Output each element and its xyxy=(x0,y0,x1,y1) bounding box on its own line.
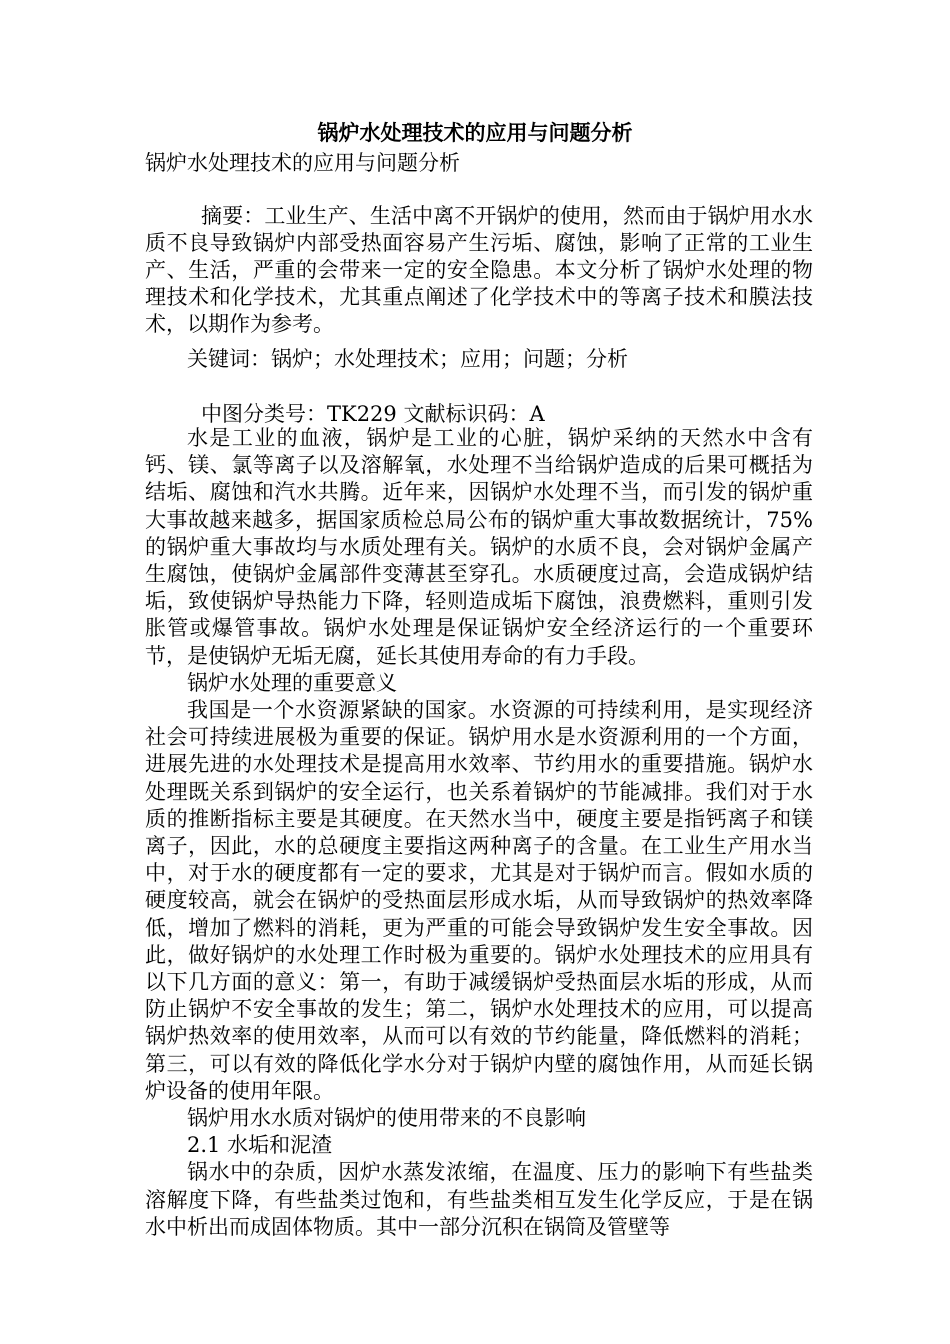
body-paragraph: 锅水中的杂质，因炉水蒸发浓缩，在温度、压力的影响下有些盐类溶解度下降，有些盐类过饱和，有些盐类相互发生化学反应，于是在锅水中析出而成固体物质。其中一部分沉积在锅筒及管壁等 xyxy=(145,1160,813,1239)
classification-line: 中图分类号：TK229 文献标识码：A xyxy=(201,402,545,426)
section-heading: 锅炉水处理的重要意义 xyxy=(187,670,397,695)
section-heading: 锅炉用水水质对锅炉的使用带来的不良影响 xyxy=(187,1106,586,1131)
abstract-paragraph: 摘要：工业生产、生活中离不开锅炉的使用，然而由于锅炉用水水质不良导致锅炉内部受热面容易产生污垢、腐蚀，影响了正常的工业生产、生活，严重的会带来一定的安全隐患。本文分析了锅炉水处理的物理技术和化学技术，尤其重点阐述了化学技术中的等离子技术和膜法技术，以期作为参考。 xyxy=(145,204,813,336)
document-title: 锅炉水处理技术的应用与问题分析 xyxy=(317,120,633,145)
body-text xyxy=(145,425,813,1241)
keywords-line: 关键词：锅炉；水处理技术；应用；问题；分析 xyxy=(187,347,628,371)
body-paragraph: 水是工业的血液，锅炉是工业的心脏，锅炉采纳的天然水中含有钙、镁、氯等离子以及溶解氧，水处理不当给锅炉造成的后果可概括为结垢、腐蚀和汽水共腾。近年来，因锅炉水处理不当，而引发的锅炉重大事故越来越多，据国家质检总局公布的锅炉重大事故数据统计，75%的锅炉重大事故均与水质处理有关。锅炉的水质不良，会对锅炉金属产生腐蚀，使锅炉金属部件变薄甚至穿孔。水质硬度过高，会造成锅炉结垢，致使锅炉导热能力下降，轻则造成垢下腐蚀，浪费燃料，重则引发胀管或爆管事故。锅炉水处理是保证锅炉安全经济运行的一个重要环节，是使锅炉无垢无腐，延长其使用寿命的有力手段。 xyxy=(145,426,813,668)
subsection-heading: 2.1 水垢和泥渣 xyxy=(187,1133,333,1158)
body-paragraph: 我国是一个水资源紧缺的国家。水资源的可持续利用，是实现经济社会可持续进展极为重要的保证。锅炉用水是水资源利用的一个方面，进展先进的水处理技术是提高用水效率、节约用水的重要措施。锅炉水处理既关系到锅炉的安全运行，也关系着锅炉的节能减排。我们对于水质的推断指标主要是其硬度。在天然水当中，硬度主要是指钙离子和镁离子，因此，水的总硬度主要指这两种离子的含量。在工业生产用水当中，对于水的硬度都有一定的要求，尤其是对于锅炉而言。假如水质的硬度较高，就会在锅炉的受热面层形成水垢，从而导致锅炉的热效率降低，增加了燃料的消耗，更为严重的可能会导致锅炉发生安全事故。因此，做好锅炉的水处理工作时极为重要的。锅炉水处理技术的应用具有以下几方面的意义：第一，有助于减缓锅炉受热面层水垢的形成，从而防止锅炉不安全事故的发生；第二，锅炉水处理技术的应用，可以提高锅炉热效率的使用效率，从而可以有效的节约能量，降低燃料的消耗；第三，可以有效的降低化学水分对于锅炉内壁的腐蚀作用，从而延长锅炉设备的使用年限。 xyxy=(145,698,813,1103)
document-subtitle: 锅炉水处理技术的应用与问题分析 xyxy=(145,151,460,175)
